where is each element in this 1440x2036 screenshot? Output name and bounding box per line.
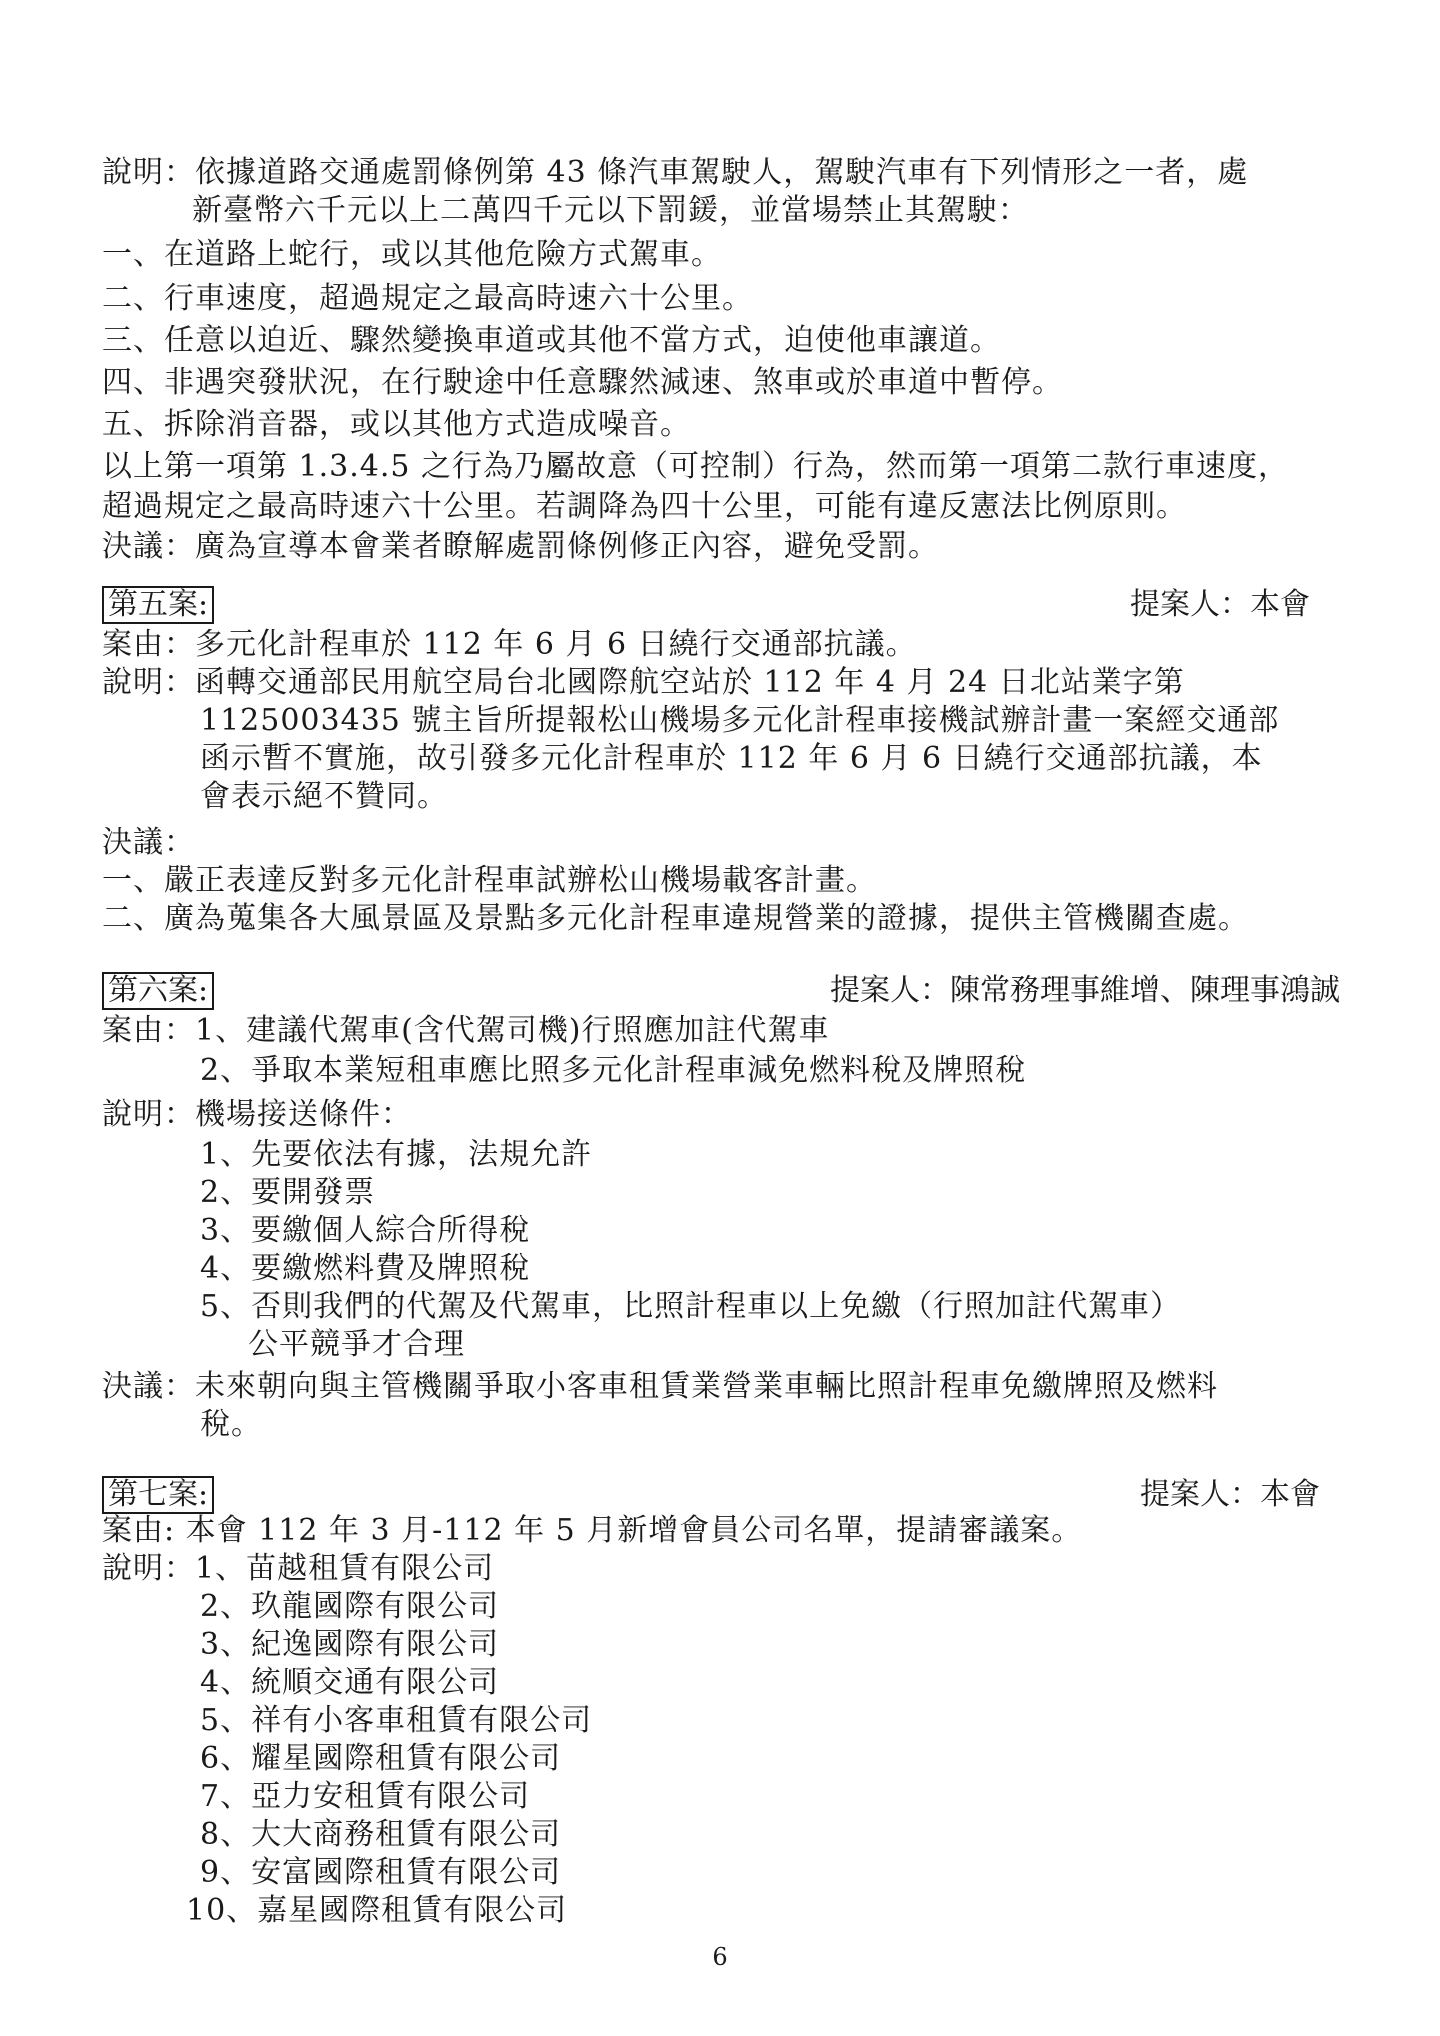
text-line: 新臺幣六千元以上二萬四千元以下罰鍰，並當場禁止其駕駛： xyxy=(192,193,1029,228)
text-line: 會表示絕不贊同。 xyxy=(200,779,448,814)
proposer: 提案人：本會 xyxy=(1140,1477,1320,1512)
text-line: 10、嘉星國際租賃有限公司 xyxy=(186,1893,568,1928)
text-line: 2、玖龍國際有限公司 xyxy=(200,1589,500,1624)
proposer: 提案人：陳常務理事維增、陳理事鴻誠 xyxy=(830,973,1340,1008)
case-label: 第七案: xyxy=(102,1476,214,1514)
text-line: 5、否則我們的代駕及代駕車，比照計程車以上免繳（行照加註代駕車） xyxy=(200,1289,1182,1324)
text-line: 稅。 xyxy=(200,1407,262,1442)
proposer: 提案人：本會 xyxy=(1130,587,1310,622)
text-line: 8、大大商務租賃有限公司 xyxy=(200,1817,562,1852)
text-line: 1125003435 號主旨所提報松山機場多元化計程車接機試辦計畫一案經交通部 xyxy=(200,703,1280,738)
case-header xyxy=(102,1476,1340,1514)
text-line: 說明：函轉交通部民用航空局台北國際航空站於 112 年 4 月 24 日北站業字第 xyxy=(102,665,1185,700)
case-header xyxy=(102,586,1340,624)
page-number: 6 xyxy=(712,1943,728,1971)
text-line: 4、要繳燃料費及牌照稅 xyxy=(200,1251,531,1286)
text-line: 二、廣為蒐集各大風景區及景點多元化計程車違規營業的證據，提供主管機關查處。 xyxy=(102,901,1249,936)
text-line: 以上第一項第 1.3.4.5 之行為乃屬故意（可控制）行為，然而第一項第二款行車速度， xyxy=(102,449,1290,484)
text-line: 2、要開發票 xyxy=(200,1175,376,1210)
text-line: 1、先要依法有據，法規允許 xyxy=(200,1137,593,1172)
text-line: 7、亞力安租賃有限公司 xyxy=(200,1779,531,1814)
text-line: 4、統順交通有限公司 xyxy=(200,1665,500,1700)
text-line: 函示暫不實施，故引發多元化計程車於 112 年 6 月 6 日繞行交通部抗議，本 xyxy=(200,741,1263,776)
text-line: 說明：機場接送條件： xyxy=(102,1097,412,1132)
text-line: 案由: 本會 112 年 3 月-112 年 5 月新增會員公司名單，提請審議案。 xyxy=(102,1513,1083,1548)
text-line: 案由：1、建議代駕車(含代駕司機)行照應加註代駕車 xyxy=(102,1013,830,1048)
text-line: 一、嚴正表達反對多元化計程車試辦松山機場載客計畫。 xyxy=(102,863,877,898)
text-line: 公平競爭才合理 xyxy=(248,1327,465,1362)
text-line: 說明：1、苗越租賃有限公司 xyxy=(102,1551,495,1586)
text-line: 決議： xyxy=(102,825,195,860)
text-line: 五、拆除消音器，或以其他方式造成噪音。 xyxy=(102,407,691,442)
case-label: 第六案: xyxy=(102,972,214,1010)
text-line: 三、任意以迫近、驟然變換車道或其他不當方式，迫使他車讓道。 xyxy=(102,323,1001,358)
text-line: 一、在道路上蛇行，或以其他危險方式駕車。 xyxy=(102,237,722,272)
text-line: 二、行車速度，超過規定之最高時速六十公里。 xyxy=(102,281,753,316)
text-line: 3、紀逸國際有限公司 xyxy=(200,1627,500,1662)
text-line: 5、祥有小客車租賃有限公司 xyxy=(200,1703,593,1738)
case-header xyxy=(102,972,1340,1010)
text-line: 說明：依據道路交通處罰條例第 43 條汽車駕駛人，駕駛汽車有下列情形之一者，處 xyxy=(102,155,1249,190)
text-line: 四、非遇突發狀況，在行駛途中任意驟然減速、煞車或於車道中暫停。 xyxy=(102,365,1063,400)
text-line: 超過規定之最高時速六十公里。若調降為四十公里，可能有違反憲法比例原則。 xyxy=(102,489,1187,524)
text-line: 9、安富國際租賃有限公司 xyxy=(200,1855,562,1890)
case-label: 第五案: xyxy=(102,586,214,624)
text-line: 案由：多元化計程車於 112 年 6 月 6 日繞行交通部抗議。 xyxy=(102,627,917,662)
text-line: 決議：廣為宣導本會業者瞭解處罰條例修正內容，避免受罰。 xyxy=(102,529,939,564)
text-line: 2、爭取本業短租車應比照多元化計程車減免燃料稅及牌照稅 xyxy=(200,1053,1027,1088)
text-line: 3、要繳個人綜合所得稅 xyxy=(200,1213,531,1248)
text-line: 決議：未來朝向與主管機關爭取小客車租賃業營業車輛比照計程車免繳牌照及燃料 xyxy=(102,1369,1218,1404)
text-line: 6、耀星國際租賃有限公司 xyxy=(200,1741,562,1776)
